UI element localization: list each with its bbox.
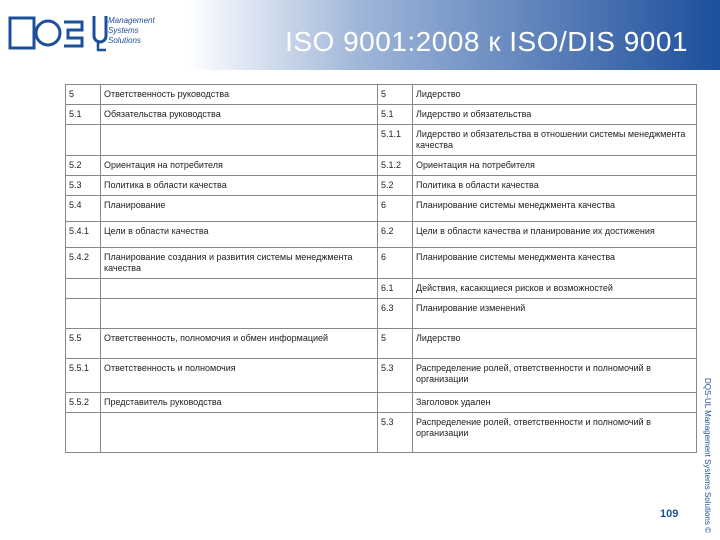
cell-ln xyxy=(66,279,101,299)
cell-rn: 5.3 xyxy=(378,359,413,393)
cell-lt: Представитель руководства xyxy=(101,393,378,413)
table-row xyxy=(66,329,697,359)
ul-tagline: Management Systems Solutions xyxy=(108,16,155,45)
cell-lt: Обязательства руководства xyxy=(101,105,378,125)
table-row xyxy=(66,413,697,453)
cell-ln xyxy=(66,125,101,156)
cell-ln: 5.1 xyxy=(66,105,101,125)
table-row xyxy=(66,105,697,125)
cell-rt: Действия, касающиеся рисков и возможностей xyxy=(413,279,697,299)
cell-lt xyxy=(101,413,378,453)
dqs-logo xyxy=(8,14,88,54)
table-row xyxy=(66,176,697,196)
cell-rt: Планирование изменений xyxy=(413,299,697,329)
cell-rn: 6.3 xyxy=(378,299,413,329)
cell-rt: Политика в области качества xyxy=(413,176,697,196)
cell-rt: Планирование системы менеджмента качества xyxy=(413,196,697,222)
table-row xyxy=(66,279,697,299)
cell-rn: 5 xyxy=(378,329,413,359)
cell-rn xyxy=(378,393,413,413)
cell-lt: Ответственность, полномочия и обмен информацией xyxy=(101,329,378,359)
cell-rt: Цели в области качества и планирование их достижения xyxy=(413,222,697,248)
header-banner xyxy=(0,0,720,70)
cell-rn: 5 xyxy=(378,85,413,105)
cell-rn: 5.2 xyxy=(378,176,413,196)
page-number: 109 xyxy=(660,508,679,520)
table-row xyxy=(66,393,697,413)
cell-ln: 5.4.1 xyxy=(66,222,101,248)
table-row xyxy=(66,359,697,393)
cell-ln: 5.5 xyxy=(66,329,101,359)
cell-rn: 6.1 xyxy=(378,279,413,299)
table-row xyxy=(66,248,697,279)
cell-ln: 5.5.2 xyxy=(66,393,101,413)
cell-rt: Распределение ролей, ответственности и полномочий в организации xyxy=(413,359,697,393)
cell-lt xyxy=(101,299,378,329)
cell-rn: 5.1 xyxy=(378,105,413,125)
cell-rt: Ориентация на потребителя xyxy=(413,156,697,176)
page-title: ISO 9001:2008 к ISO/DIS 9001 xyxy=(285,26,688,57)
comparison-table xyxy=(65,84,697,453)
side-copyright: DQS-UL Management Systems Solutions © xyxy=(703,378,712,533)
cell-rn: 6 xyxy=(378,248,413,279)
cell-rt: Заголовок удален xyxy=(413,393,697,413)
table-row xyxy=(66,85,697,105)
cell-lt xyxy=(101,279,378,299)
cell-ln xyxy=(66,299,101,329)
table-row xyxy=(66,299,697,329)
cell-ln: 5 xyxy=(66,85,101,105)
cell-lt: Политика в области качества xyxy=(101,176,378,196)
cell-ln: 5.4 xyxy=(66,196,101,222)
cell-rt: Лидерство и обязательства xyxy=(413,105,697,125)
cell-rt: Лидерство xyxy=(413,85,697,105)
cell-rt: Планирование системы менеджмента качества xyxy=(413,248,697,279)
cell-rt: Лидерство и обязательства в отношении системы менеджмента качества xyxy=(413,125,697,156)
cell-lt xyxy=(101,125,378,156)
cell-ln: 5.4.2 xyxy=(66,248,101,279)
cell-rt: Распределение ролей, ответственности и полномочий в организации xyxy=(413,413,697,453)
cell-lt: Цели в области качества xyxy=(101,222,378,248)
cell-ln: 5.3 xyxy=(66,176,101,196)
cell-rn: 6.2 xyxy=(378,222,413,248)
table-row xyxy=(66,222,697,248)
cell-ln: 5.2 xyxy=(66,156,101,176)
cell-ln xyxy=(66,413,101,453)
cell-rn: 5.1.2 xyxy=(378,156,413,176)
table-row xyxy=(66,125,697,156)
cell-lt: Ответственность руководства xyxy=(101,85,378,105)
cell-rn: 5.1.1 xyxy=(378,125,413,156)
cell-lt: Ориентация на потребителя xyxy=(101,156,378,176)
cell-ln: 5.5.1 xyxy=(66,359,101,393)
cell-rn: 5.3 xyxy=(378,413,413,453)
table-row xyxy=(66,156,697,176)
ul-logo xyxy=(92,14,108,52)
cell-rt: Лидерство xyxy=(413,329,697,359)
cell-rn: 6 xyxy=(378,196,413,222)
cell-lt: Планирование xyxy=(101,196,378,222)
cell-lt: Планирование создания и развития системы менеджмента качества xyxy=(101,248,378,279)
table-row xyxy=(66,196,697,222)
cell-lt: Ответственность и полномочия xyxy=(101,359,378,393)
